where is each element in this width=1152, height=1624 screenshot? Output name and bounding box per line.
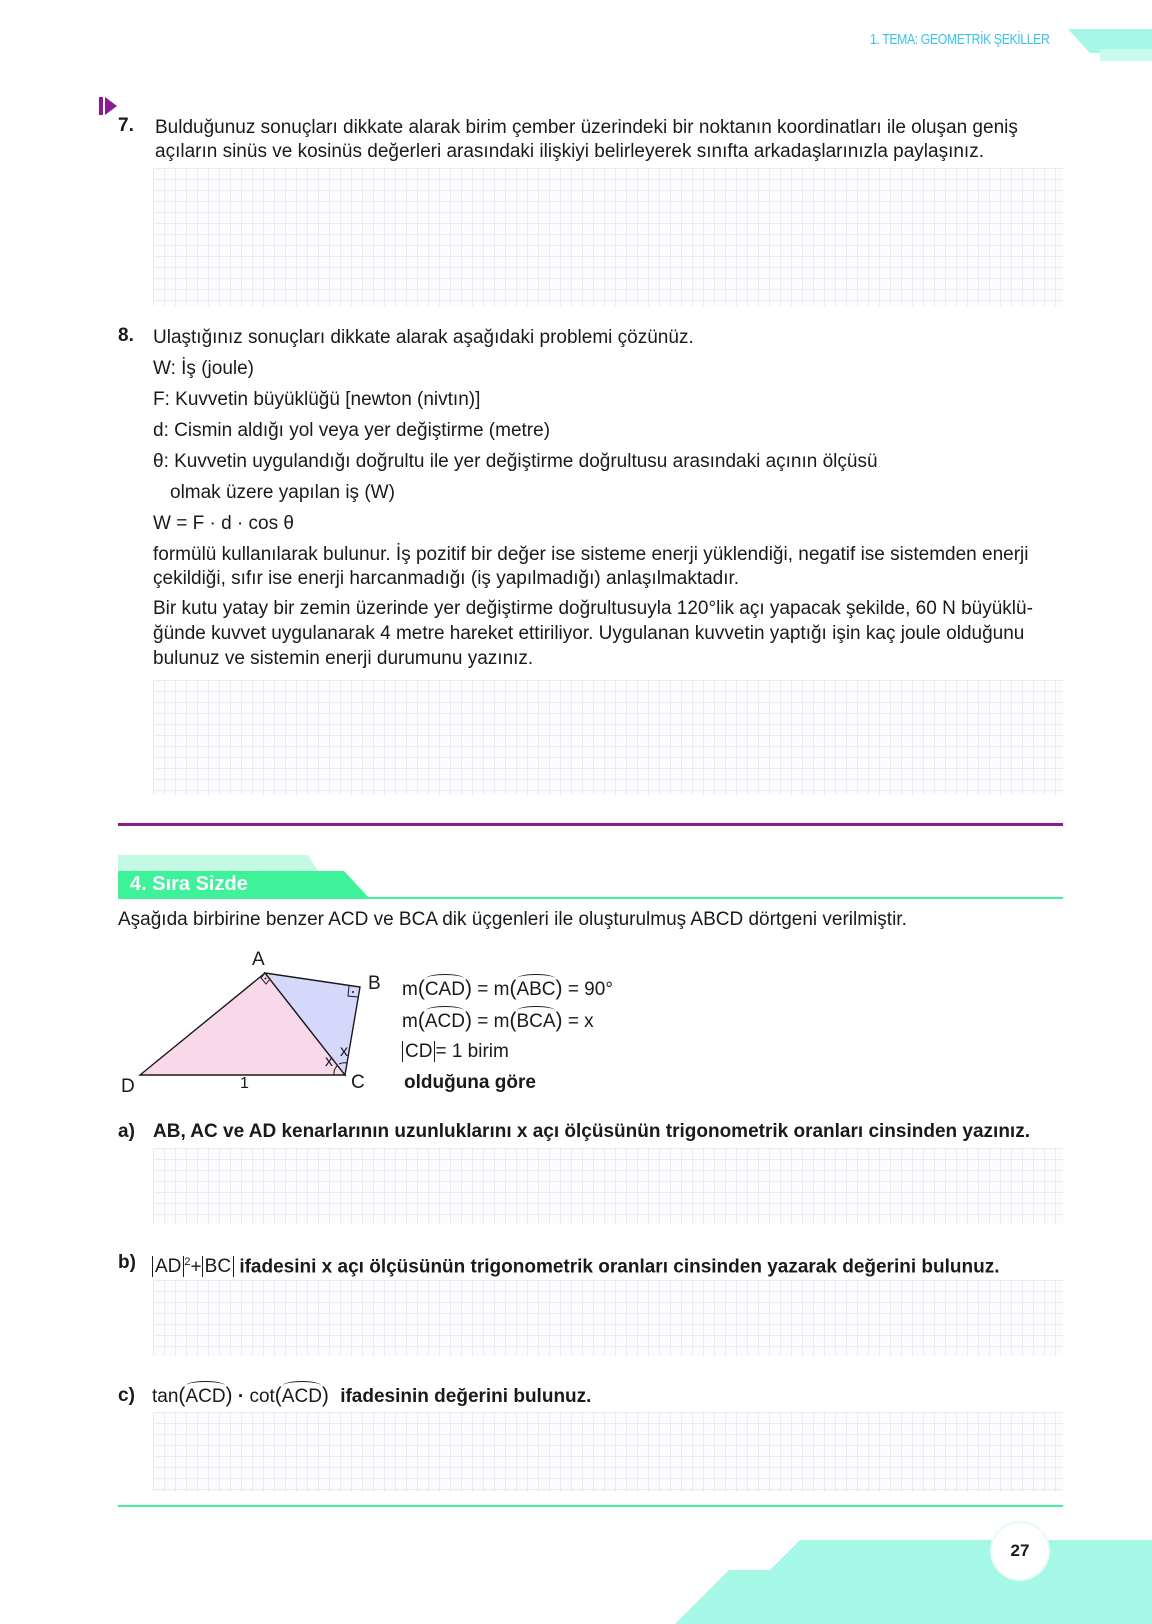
part-a-label: a) [118,1121,135,1142]
angle-x-label-2: x [340,1043,348,1060]
part-c-expr: tan(ACD) · cot(ACD) ifadesinin değerini bulunuz. [152,1384,592,1407]
vertex-d-label: D [121,1076,135,1097]
part-b-answer-grid[interactable] [153,1280,1063,1356]
part-c-answer-grid[interactable] [153,1412,1063,1492]
condition-2: m(ACD) = m(BCA) = x [402,1009,594,1032]
q8-def-theta: θ: Kuvvetin uygulandığı doğrultu ile yer değiştirme doğrultusu arasındaki açının ölçüsü [153,451,878,472]
q8-def-w: W: İş (joule) [153,358,255,379]
arc-acd: ACD [424,1011,465,1032]
vertex-b-label: B [368,973,381,994]
part-c-text: ifadesinin değerini bulunuz. [340,1386,592,1407]
section-intro: Aşağıda birbirine benzer ACD ve BCA dik üçgenleri ile oluşturulmuş ABCD dörtgeni verilmiştir. [118,909,907,930]
arrow-icon [99,95,119,122]
part-b-expr: AD $^2$+ BC ifadesini x açı ölçüsünün trigonometrik oranları cinsinden yazarak değerini bulunuz. [152,1250,1000,1279]
condition-3: CD = 1 birim [402,1039,509,1064]
q8-prob1: Bir kutu yatay bir zemin üzerinde yer değiştirme doğrultusuyla 120°lik açı yapacak şekilde, 60 N büyüklü- [153,598,1033,619]
header-tab-bottom [1100,49,1152,61]
q8-expl2: çekildiği, sıfır ise enerji harcanmadığı (iş yapılmadığı) anlaşılmaktadır. [153,568,740,589]
q8-intro: Ulaştığınız sonuçları dikkate alarak aşağıdaki problemi çözünüz. [153,327,694,348]
part-b-label: b) [118,1252,136,1273]
q8-formula: W = F · d · cos θ [153,513,294,534]
angle-x-label-1: x [325,1053,333,1070]
abs-bc: BC [202,1256,234,1277]
arc-cad: CAD [424,979,465,1000]
arc-bca: BCA [516,1011,556,1032]
vertex-a-label: A [252,949,265,970]
header-title [870,31,1049,48]
q8-number: 8. [118,325,134,346]
part-b-text: ifadesini x açı ölçüsünün trigonometrik oranları cinsinden yazarak değerini bulunuz. [239,1256,1000,1278]
q8-answer-grid[interactable] [153,680,1063,795]
q7-answer-grid[interactable] [153,168,1063,306]
page-number: 27 [1010,1541,1030,1560]
bottom-divider [118,1505,1063,1507]
abs-ad: AD [152,1256,184,1277]
abs-cd: CD [402,1041,435,1062]
part-c-label: c) [118,1385,135,1406]
quadrilateral-figure [110,945,390,1095]
q7-line2: açıların sinüs ve kosinüs değerleri arasındaki ilişkiyi belirleyerek sınıfta arkadaşlarınızla paylaşınız. [155,141,984,162]
q8-def-f: F: Kuvvetin büyüklüğü [newton (nivtın)] [153,389,481,410]
q8-prob3: bulunuz ve sistemin enerji durumunu yazınız. [153,648,534,669]
part-a-answer-grid[interactable] [153,1148,1063,1224]
vertex-c-label: C [351,1072,365,1093]
q8-prob2: ğünde kuvvet uygulanarak 4 metre hareket ettiriliyor. Uygulanan kuvvetin yaptığı işin kaç joule olduğunu [153,623,1025,644]
side-cd-label: 1 [240,1075,249,1092]
theme-label: 1. TEMA: [870,31,921,48]
page-number-circle [990,1521,1050,1581]
arc-acd-tan: ACD [185,1386,226,1407]
q7-line1: Bulduğunuz sonuçları dikkate alarak birim çember üzerindeki bir noktanın koordinatları ile oluşan geniş [155,117,1018,138]
condition-given: olduğuna göre [404,1072,536,1093]
section-tab-light [118,855,318,871]
section-divider [118,823,1063,826]
arc-acd-cot: ACD [281,1386,322,1407]
condition-1: m(CAD) = m(ABC) = 90° [402,977,613,1000]
footer-shape-top [770,1540,1152,1570]
q8-def-tail: olmak üzere yapılan iş (W) [170,482,395,503]
q8-def-d: d: Cismin aldığı yol veya yer değiştirme (metre) [153,420,551,441]
footer-shape-bottom [675,1570,1152,1624]
q8-expl1: formülü kullanılarak bulunur. İş pozitif bir değer ise sisteme enerji yüklendiği, negatif ise sistemden enerji [153,544,1029,565]
part-a-text: AB, AC ve AD kenarlarının uzunluklarını x açı ölçüsünün trigonometrik oranları cinsinden yazınız. [153,1121,1030,1142]
theme-title: GEOMETRİK ŞEKİLLER [920,31,1050,48]
section-underline [118,897,1063,899]
arc-abc: ABC [516,979,556,1000]
q7-number: 7. [118,115,134,136]
section-title: 4. Sıra Sizde [130,873,248,895]
